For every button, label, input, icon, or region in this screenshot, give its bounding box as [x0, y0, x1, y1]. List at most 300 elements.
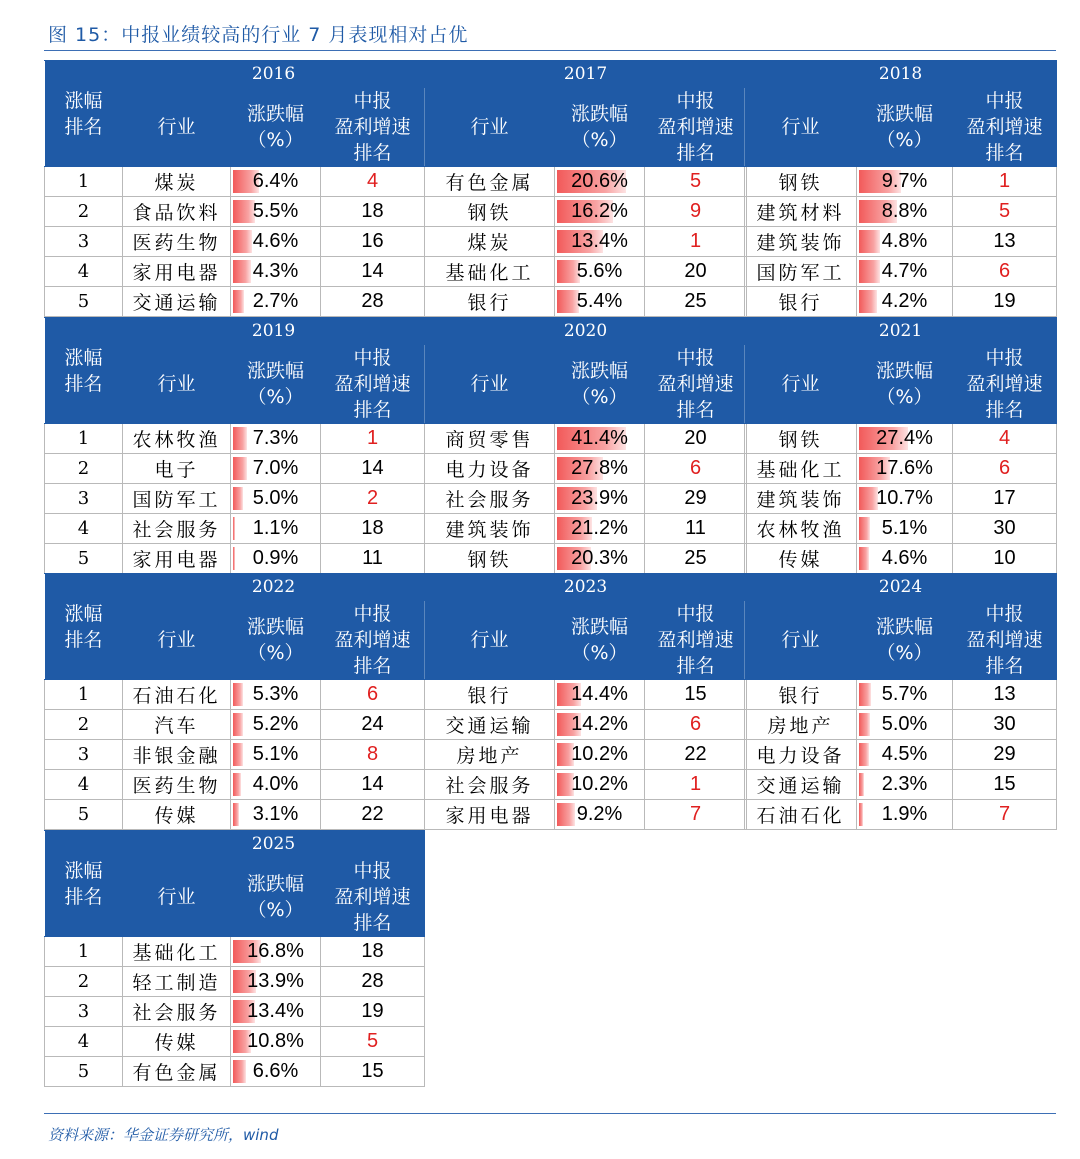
profit-rank-value: 24 [361, 713, 384, 735]
industry-name: 基础化工 [445, 262, 534, 284]
profit-rank-cell [953, 484, 1057, 514]
year-header-row [45, 318, 425, 345]
profit-header-line1: 中报 [353, 90, 392, 112]
profit-header-line2: 盈利增速 [334, 116, 411, 138]
profit-rank-cell [953, 740, 1057, 770]
table-row [745, 484, 1057, 514]
change-value: 9.2% [576, 803, 623, 825]
industry-header-label: 行业 [470, 629, 509, 651]
industry-name: 石油石化 [132, 685, 221, 707]
table-row [45, 680, 425, 710]
industry-name: 家用电器 [132, 262, 221, 284]
industry-name: 房地产 [767, 715, 834, 737]
profit-rank-value: 20 [684, 427, 707, 449]
change-cell [231, 710, 321, 740]
figure-title: 图 15：中报业绩较高的行业 7 月表现相对占优 [48, 24, 469, 46]
industry-cell [745, 544, 857, 574]
profit-rank-cell [645, 514, 747, 544]
change-value: 27.8% [571, 457, 628, 479]
table-row [745, 514, 1057, 544]
industry-name: 银行 [467, 292, 512, 314]
change-cell [857, 424, 953, 454]
year-header-row [45, 61, 425, 88]
change-header-line2: （%） [571, 129, 628, 151]
industry-cell [745, 514, 857, 544]
industry-header-label: 行业 [157, 373, 196, 395]
year-label [123, 61, 425, 88]
table-row [45, 740, 425, 770]
industry-name: 社会服务 [445, 489, 534, 511]
table-row [745, 424, 1057, 454]
industry-cell [745, 197, 857, 227]
industry-name: 传媒 [778, 549, 823, 571]
change-cell [231, 770, 321, 800]
industry-name: 银行 [778, 292, 823, 314]
industry-column-header [123, 345, 231, 424]
change-cell [231, 424, 321, 454]
rank-value: 5 [77, 804, 90, 825]
change-header-line2: （%） [876, 129, 933, 151]
change-cell [555, 514, 645, 544]
table-row [745, 544, 1057, 574]
change-header-line2: （%） [876, 642, 933, 664]
change-cell [555, 167, 645, 197]
change-value: 41.4% [571, 427, 628, 449]
rank-cell [45, 967, 123, 997]
rank-cell [45, 937, 123, 967]
rank-cell [45, 800, 123, 830]
change-column-header [231, 601, 321, 680]
change-cell [555, 740, 645, 770]
year-header-row [45, 831, 425, 858]
industry-header-label: 行业 [470, 373, 509, 395]
profit-rank-value: 29 [993, 743, 1016, 765]
change-value: 16.2% [571, 200, 628, 222]
rank-value: 2 [77, 971, 90, 992]
change-value: 0.9% [252, 547, 299, 569]
industry-cell [745, 800, 857, 830]
profit-rank-cell [953, 167, 1057, 197]
industry-cell [745, 680, 857, 710]
rank-value: 5 [77, 548, 90, 569]
change-bar [859, 743, 869, 766]
industry-column-header [123, 858, 231, 937]
profit-rank-value: 28 [361, 970, 384, 992]
year-header-row [425, 61, 747, 88]
profit-header-line1: 中报 [985, 603, 1024, 625]
profit-header-line3: 排名 [353, 142, 392, 164]
change-value: 10.7% [876, 487, 933, 509]
rank-value: 2 [77, 458, 90, 479]
profit-header-line3: 排名 [676, 399, 715, 421]
change-value: 1.9% [881, 803, 928, 825]
year-block-2022 [44, 573, 425, 830]
industry-cell [123, 454, 231, 484]
change-header-line1: 涨跌幅 [570, 360, 628, 382]
table-row [425, 287, 747, 317]
profit-rank-cell [321, 257, 425, 287]
industry-cell [123, 424, 231, 454]
profit-rank-value: 10 [993, 547, 1016, 569]
change-value: 10.8% [247, 1030, 304, 1052]
industry-name: 基础化工 [756, 459, 845, 481]
industry-name: 有色金属 [132, 1062, 221, 1084]
profit-rank-value: 5 [366, 1030, 379, 1052]
profit-rank-cell [321, 967, 425, 997]
change-bar [233, 427, 247, 450]
change-column-header [857, 88, 953, 167]
year-block-2021 [744, 317, 1057, 574]
change-bar [859, 290, 877, 313]
change-header-line1: 涨跌幅 [875, 360, 933, 382]
change-cell [857, 680, 953, 710]
year-label [745, 574, 1057, 601]
profit-rank-value: 18 [361, 200, 384, 222]
change-cell [857, 740, 953, 770]
profit-rank-column-header [321, 88, 425, 167]
rank-cell [45, 454, 123, 484]
change-bar [557, 803, 575, 826]
change-cell [857, 227, 953, 257]
industry-name: 钢铁 [467, 549, 512, 571]
change-cell [231, 454, 321, 484]
year-header-row [425, 574, 747, 601]
change-value: 5.6% [576, 260, 623, 282]
industry-cell [123, 967, 231, 997]
industry-cell [745, 167, 857, 197]
industry-cell [425, 257, 555, 287]
table-row [45, 287, 425, 317]
change-value: 5.7% [881, 683, 928, 705]
change-value: 5.3% [252, 683, 299, 705]
change-value: 2.7% [252, 290, 299, 312]
year-text: 2023 [563, 577, 608, 597]
title-divider [44, 50, 1056, 51]
industry-name: 钢铁 [467, 202, 512, 224]
profit-rank-value: 19 [993, 290, 1016, 312]
profit-rank-cell [645, 710, 747, 740]
profit-rank-cell [321, 710, 425, 740]
profit-header-line2: 盈利增速 [657, 116, 734, 138]
change-cell [555, 544, 645, 574]
rank-value: 3 [77, 1001, 90, 1022]
industry-cell [745, 424, 857, 454]
rank-value: 3 [77, 488, 90, 509]
year-text: 2021 [878, 321, 923, 341]
change-cell [555, 800, 645, 830]
industry-cell [123, 740, 231, 770]
profit-rank-cell [645, 484, 747, 514]
rank-cell [45, 167, 123, 197]
change-value: 4.2% [881, 290, 928, 312]
column-header-row [745, 88, 1057, 167]
industry-name: 建筑装饰 [756, 232, 845, 254]
profit-header-line1: 中报 [353, 603, 392, 625]
profit-rank-cell [321, 167, 425, 197]
industry-column-header [745, 345, 857, 424]
year-block-2017 [424, 60, 747, 317]
change-value: 7.0% [252, 457, 299, 479]
profit-rank-value: 18 [361, 940, 384, 962]
change-value: 17.6% [876, 457, 933, 479]
change-cell [231, 937, 321, 967]
industry-cell [425, 514, 555, 544]
change-cell [231, 1027, 321, 1057]
year-label [745, 61, 1057, 88]
industry-name: 建筑装饰 [445, 519, 534, 541]
change-bar [233, 743, 243, 766]
profit-rank-value: 13 [993, 683, 1016, 705]
profit-header-line2: 盈利增速 [966, 629, 1043, 651]
profit-rank-cell [321, 680, 425, 710]
profit-rank-cell [645, 167, 747, 197]
year-label [123, 574, 425, 601]
industry-cell [425, 424, 555, 454]
profit-rank-value: 14 [361, 260, 384, 282]
industry-name: 社会服务 [132, 1002, 221, 1024]
profit-rank-cell [953, 770, 1057, 800]
source-divider [44, 1113, 1056, 1114]
industry-column-header [425, 345, 555, 424]
industry-header-label: 行业 [781, 116, 820, 138]
profit-rank-cell [953, 710, 1057, 740]
rank-value: 5 [77, 291, 90, 312]
industry-cell [425, 770, 555, 800]
profit-rank-cell [645, 227, 747, 257]
profit-rank-column-header [321, 345, 425, 424]
year-block-2020 [424, 317, 747, 574]
table-row [425, 167, 747, 197]
change-value: 3.1% [252, 803, 299, 825]
change-value: 23.9% [571, 487, 628, 509]
profit-rank-value: 5 [998, 200, 1011, 222]
change-cell [857, 167, 953, 197]
table-row [45, 1057, 425, 1087]
profit-rank-cell [321, 937, 425, 967]
year-label [425, 574, 747, 601]
profit-rank-value: 6 [998, 260, 1011, 282]
year-block-2023 [424, 573, 747, 830]
industry-cell [123, 484, 231, 514]
profit-rank-value: 22 [684, 743, 707, 765]
industry-cell [745, 227, 857, 257]
change-header-line2: （%） [247, 129, 304, 151]
industry-name: 钢铁 [778, 172, 823, 194]
profit-rank-value: 15 [684, 683, 707, 705]
profit-rank-cell [645, 424, 747, 454]
change-cell [857, 484, 953, 514]
change-value: 20.3% [571, 547, 628, 569]
change-header-line2: （%） [571, 386, 628, 408]
profit-header-line3: 排名 [353, 655, 392, 677]
table-row [45, 1027, 425, 1057]
profit-rank-cell [953, 680, 1057, 710]
industry-cell [123, 514, 231, 544]
column-header-row [745, 345, 1057, 424]
source-note: 资料来源：华金证券研究所，wind [48, 1126, 279, 1144]
table-row [745, 740, 1057, 770]
change-cell [555, 454, 645, 484]
change-cell [857, 800, 953, 830]
change-value: 5.2% [252, 713, 299, 735]
profit-rank-value: 14 [361, 773, 384, 795]
change-cell [231, 484, 321, 514]
table-row [45, 800, 425, 830]
profit-rank-cell [645, 544, 747, 574]
profit-rank-cell [321, 770, 425, 800]
change-cell [857, 454, 953, 484]
rank-value: 4 [77, 774, 90, 795]
change-header-line2: （%） [876, 386, 933, 408]
year-block-2025 [44, 830, 425, 1087]
change-value: 4.6% [881, 547, 928, 569]
table-row [45, 424, 425, 454]
table-row [45, 454, 425, 484]
profit-header-line1: 中报 [676, 603, 715, 625]
industry-cell [123, 544, 231, 574]
table-row [745, 227, 1057, 257]
year-block-2019 [44, 317, 425, 574]
rank-value: 5 [77, 1061, 90, 1082]
table-row [425, 257, 747, 287]
rank-cell [45, 257, 123, 287]
industry-column-header [123, 88, 231, 167]
change-value: 7.3% [252, 427, 299, 449]
change-value: 6.6% [252, 1060, 299, 1082]
profit-rank-cell [953, 454, 1057, 484]
profit-rank-column-header [953, 88, 1057, 167]
column-header-row [425, 601, 747, 680]
profit-rank-value: 29 [684, 487, 707, 509]
rank-value: 4 [77, 261, 90, 282]
table-row [45, 167, 425, 197]
profit-rank-column-header [645, 601, 747, 680]
profit-rank-cell [321, 227, 425, 257]
year-text: 2019 [251, 321, 296, 341]
table-row [45, 484, 425, 514]
change-cell [231, 227, 321, 257]
table-row [45, 937, 425, 967]
rank-header-label: 涨幅排名 [64, 346, 103, 395]
year-label [425, 61, 747, 88]
table-row [745, 770, 1057, 800]
change-cell [555, 227, 645, 257]
year-text: 2017 [563, 64, 608, 84]
industry-cell [425, 167, 555, 197]
change-bar [859, 713, 870, 736]
change-value: 5.4% [576, 290, 623, 312]
change-value: 21.2% [571, 517, 628, 539]
industry-name: 电子 [154, 459, 199, 481]
profit-rank-value: 25 [684, 547, 707, 569]
industry-cell [425, 197, 555, 227]
profit-rank-value: 1 [689, 773, 702, 795]
change-header-line2: （%） [571, 642, 628, 664]
table-row [45, 544, 425, 574]
table-row [745, 167, 1057, 197]
profit-rank-column-header [645, 88, 747, 167]
profit-rank-value: 11 [362, 547, 383, 569]
change-value: 9.7% [881, 170, 928, 192]
change-value: 5.5% [252, 200, 299, 222]
profit-rank-value: 9 [689, 200, 702, 222]
industry-cell [425, 544, 555, 574]
change-value: 5.0% [252, 487, 299, 509]
rank-value: 3 [77, 231, 90, 252]
change-bar [859, 547, 869, 570]
change-bar [233, 1060, 246, 1083]
table-row [45, 710, 425, 740]
change-bar [233, 230, 252, 253]
profit-rank-value: 19 [361, 1000, 384, 1022]
change-bar [233, 773, 241, 796]
profit-rank-cell [321, 197, 425, 227]
rank-cell [45, 514, 123, 544]
change-column-header [555, 345, 645, 424]
table-row [745, 454, 1057, 484]
change-cell [231, 740, 321, 770]
industry-cell [123, 1057, 231, 1087]
change-value: 10.2% [571, 773, 628, 795]
rank-cell [45, 287, 123, 317]
profit-rank-cell [321, 454, 425, 484]
change-bar [233, 547, 235, 570]
year-label [123, 318, 425, 345]
profit-header-line3: 排名 [985, 399, 1024, 421]
year-text: 2022 [251, 577, 296, 597]
profit-rank-value: 4 [366, 170, 379, 192]
change-cell [857, 710, 953, 740]
change-cell [857, 257, 953, 287]
industry-name: 电力设备 [756, 745, 845, 767]
rank-cell [45, 544, 123, 574]
change-value: 5.0% [881, 713, 928, 735]
rank-value: 1 [77, 171, 90, 192]
change-cell [857, 544, 953, 574]
industry-name: 交通运输 [756, 775, 845, 797]
industry-name: 国防军工 [132, 489, 221, 511]
profit-header-line3: 排名 [676, 142, 715, 164]
change-header-line2: （%） [247, 899, 304, 921]
change-cell [231, 514, 321, 544]
industry-name: 传媒 [154, 1032, 199, 1054]
profit-rank-cell [321, 514, 425, 544]
industry-name: 农林牧渔 [132, 429, 221, 451]
year-block-2018 [744, 60, 1057, 317]
profit-header-line2: 盈利增速 [966, 373, 1043, 395]
change-bar [859, 230, 880, 253]
change-value: 4.0% [252, 773, 299, 795]
change-value: 4.3% [252, 260, 299, 282]
change-cell [555, 710, 645, 740]
rank-cell [45, 740, 123, 770]
rank-cell [45, 770, 123, 800]
change-cell [231, 680, 321, 710]
table-row [45, 997, 425, 1027]
profit-rank-cell [645, 800, 747, 830]
industry-header-label: 行业 [781, 373, 820, 395]
table-row [425, 454, 747, 484]
profit-rank-value: 14 [361, 457, 384, 479]
industry-header-label: 行业 [157, 629, 196, 651]
change-value: 16.8% [247, 940, 304, 962]
profit-rank-column-header [321, 858, 425, 937]
change-value: 10.2% [571, 743, 628, 765]
industry-name: 钢铁 [778, 429, 823, 451]
profit-header-line2: 盈利增速 [334, 886, 411, 908]
change-bar [233, 713, 243, 736]
rank-column-header [45, 318, 123, 424]
